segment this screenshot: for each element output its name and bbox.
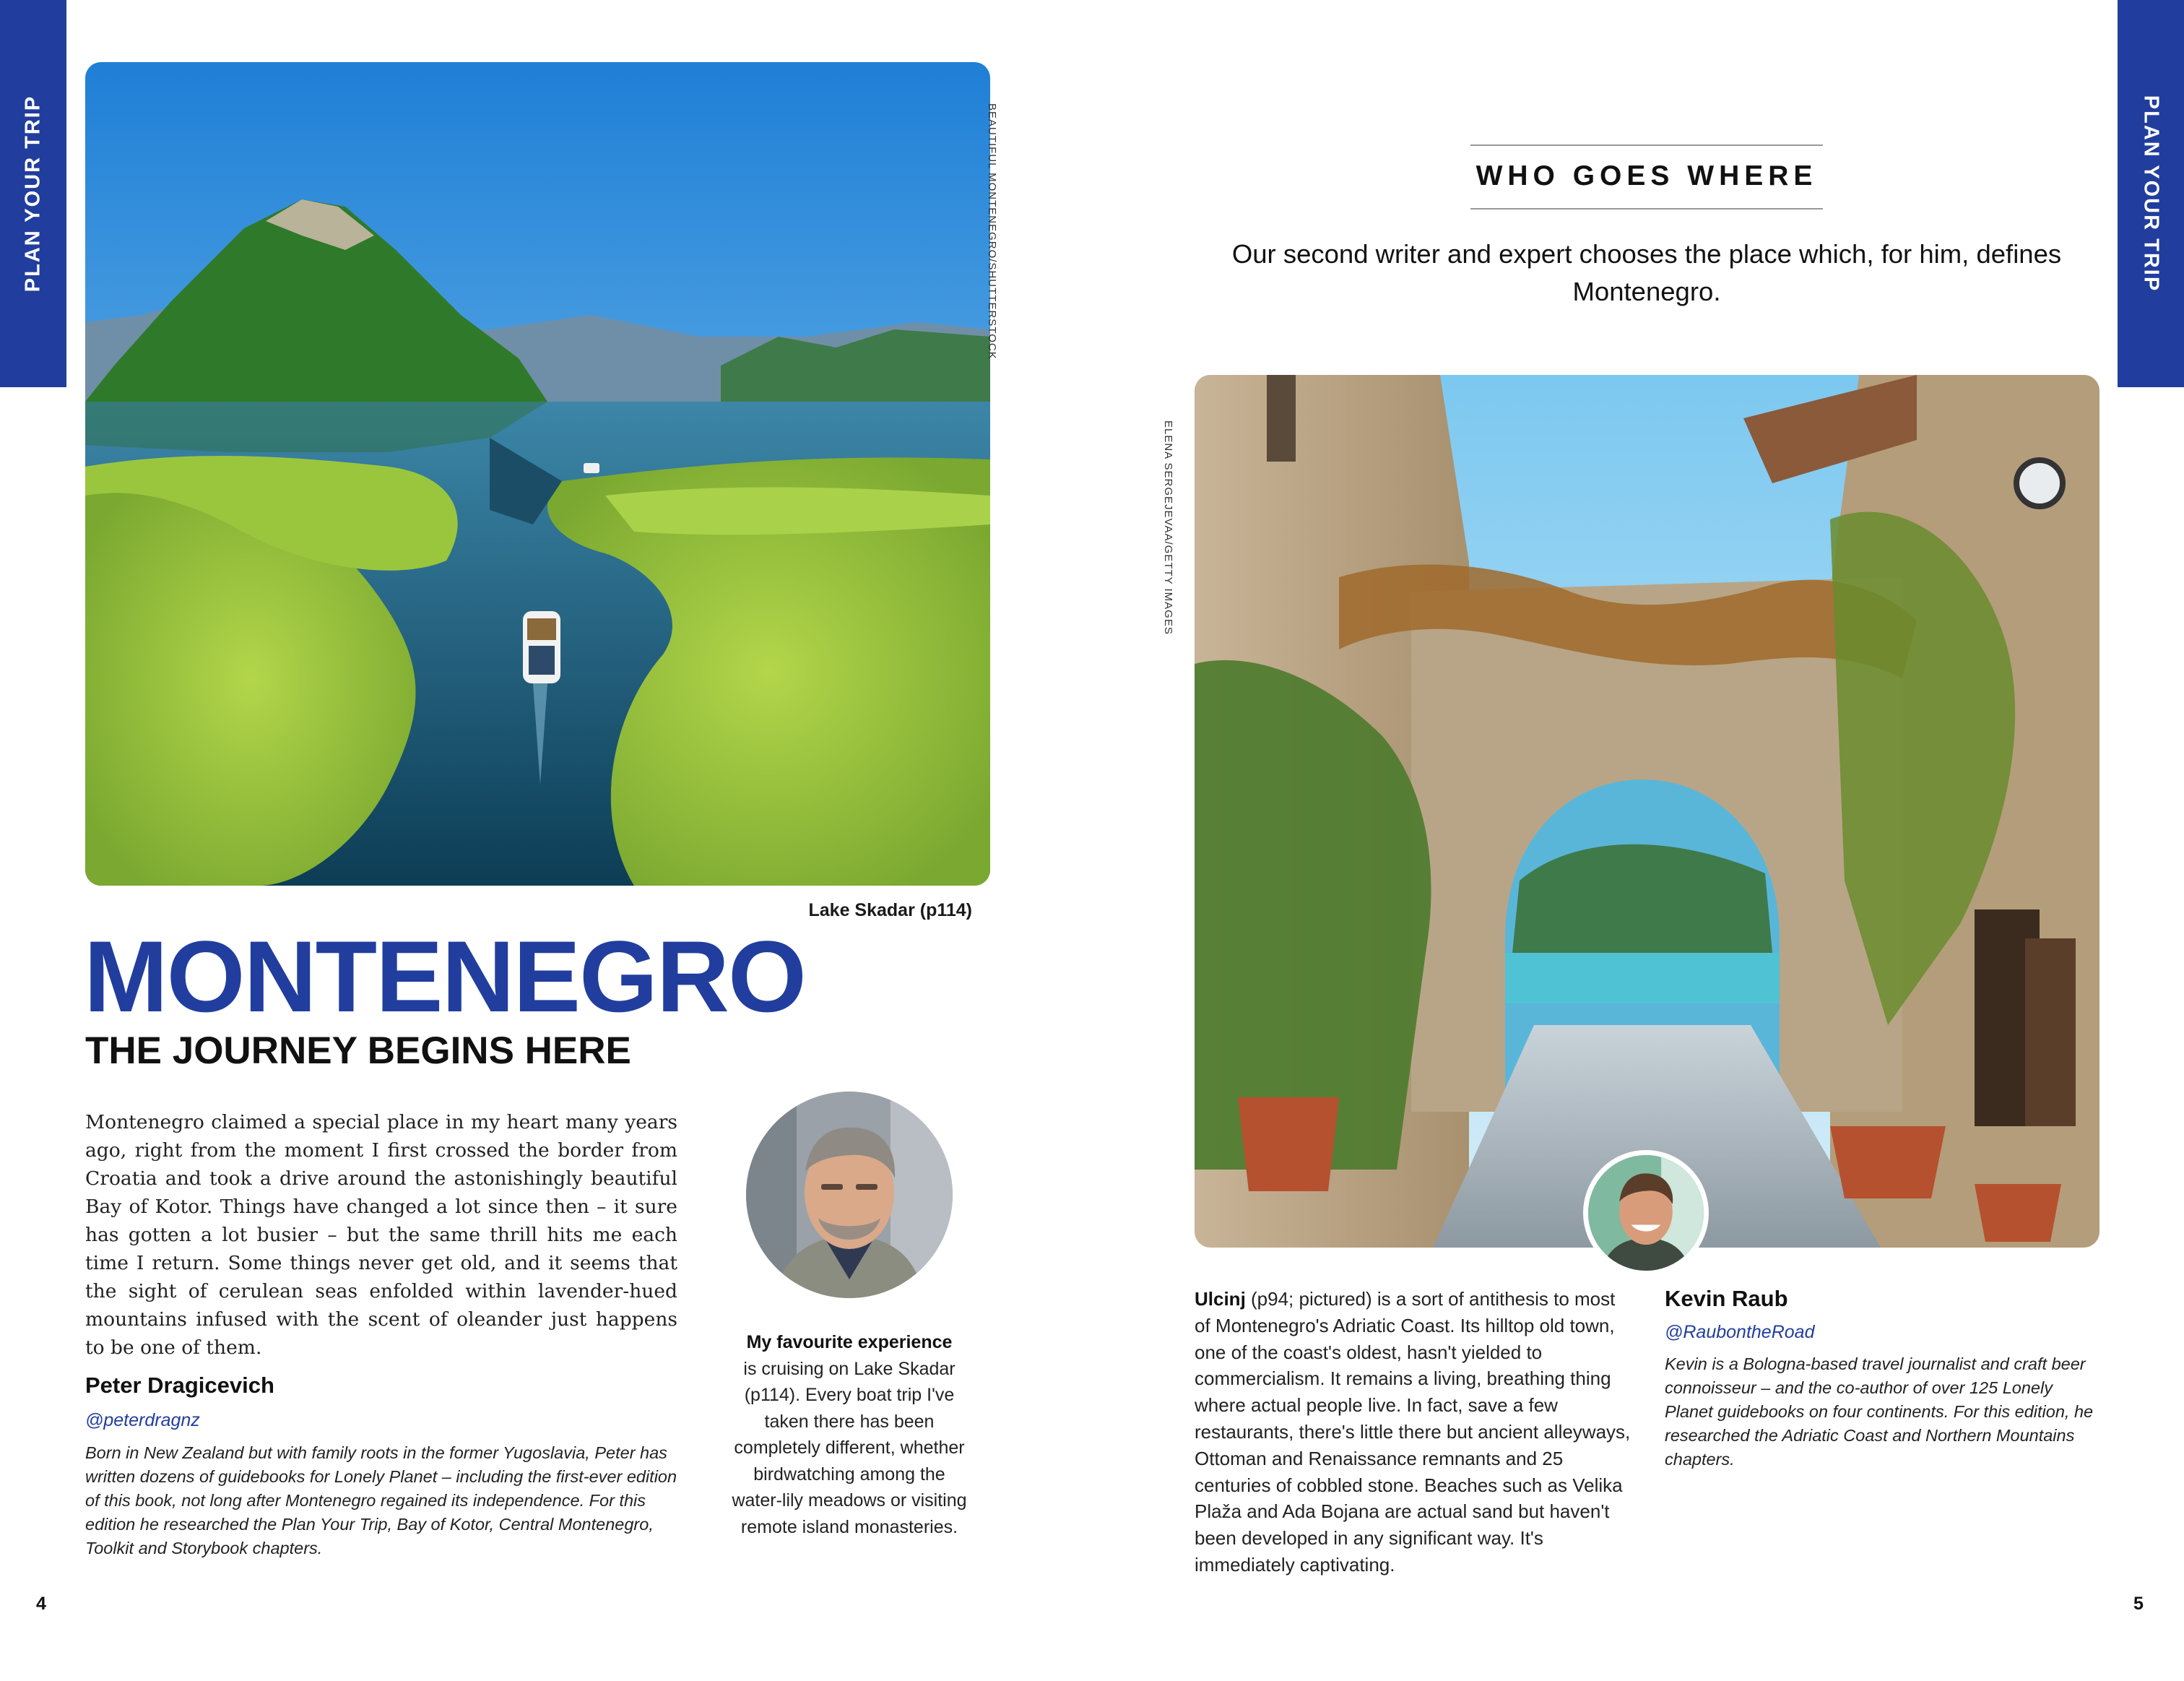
side-tab-left: [0, 0, 66, 387]
peter-avatar: [746, 1092, 953, 1298]
author-name: Peter Dragicevich: [85, 1373, 274, 1398]
ulcinj-description: [1195, 1286, 1635, 1578]
kevin-author-handle-link[interactable]: @RaubontheRoad: [1665, 1322, 1815, 1342]
page-number-left: 4: [36, 1594, 46, 1614]
section-rule-top: [1470, 144, 1823, 146]
place-text: is a sort of antithesis to most of Montenegro's Adriatic Coast. Its hilltop old town, one of the coast's oldest, hasn't yielded to commercialism. It remains a living, breathing thing where actual people live. In fact, save a few restaurants, there's little there but ancient alleyways, Ottoman and Renaissance remnants and 25 centuries of cobbled stone. Beaches such as Velika Plaža and Ada Bojana are actual sand but haven't been developed in any significant way. It's immediately captivating.: [1195, 1288, 1631, 1576]
section-intro: Our second writer and expert chooses the place which, for him, defines Montenegro.: [1231, 239, 2062, 306]
intro-text: Montenegro claimed a special place in my heart many years ago, right from the moment I first crossed the border from Croatia and took a drive around the astonishingly beautiful Bay of Kotor. Things have changed a lot since then – it sure has gotten a lot busier – but the same thrill hits me each time I return. Some things never get old, and it seems that the sight of cerulean seas enfolded within lavender-hued mountains infused with the scent of oleander just happens to be one of them.: [85, 1111, 677, 1359]
side-tab-right: [2118, 0, 2184, 387]
ulcinj-photo-credit: ELENA SERGEJEVAA/GETTY IMAGES: [1162, 420, 1174, 635]
place-name: Ulcinj: [1195, 1288, 1246, 1310]
page-number-right: 5: [2133, 1594, 2144, 1614]
place-ref: (p94; pictured): [1245, 1288, 1372, 1310]
side-tab-right-label: PLAN YOUR TRIP: [2139, 95, 2163, 293]
favourite-text: is cruising on Lake Skadar (p114). Every boat trip I've taken there has been completely different, whether birdwatching among the water-lily meadows or visiting remote island monasteries.: [732, 1358, 967, 1537]
kevin-author-name: Kevin Raub: [1665, 1286, 1788, 1311]
favourite-label: My favourite experience: [746, 1332, 953, 1352]
lake-photo-credit: BEAUTIFUL MONTENEGRO/SHUTTERSTOCK: [986, 103, 998, 360]
side-tab-left-label: PLAN YOUR TRIP: [21, 95, 45, 293]
author-bio: Born in New Zealand but with family roots in the former Yugoslavia, Peter has written dozens of guidebooks for Lonely Planet – including the first-ever edition of this book, not long after Montenegro regained its independence. For this edition he researched the Plan Your Trip, Bay of Kotor, Central Montenegro, Toolkit and Storybook chapters.: [85, 1443, 677, 1557]
page-title: MONTENEGRO: [84, 920, 805, 1033]
section-rule-bottom: [1470, 208, 1823, 209]
ulcinj-photo: [1195, 375, 2100, 1248]
section-title: WHO GOES WHERE: [1476, 160, 1818, 191]
author-handle-link[interactable]: @peterdragnz: [85, 1410, 200, 1430]
kevin-author-bio: Kevin is a Bologna-based travel journalist and craft beer connoisseur – and the co-author of over 125 Lonely Planet guidebooks on four continents. For this edition, he researched the Adriatic Coast and Northern Mountains chapters.: [1665, 1354, 2094, 1469]
lake-skadar-photo: [85, 62, 990, 886]
favourite-experience: [728, 1329, 971, 1540]
kevin-avatar: [1583, 1150, 1709, 1276]
lake-photo-caption: Lake Skadar (p114): [808, 900, 972, 920]
page-subtitle: THE JOURNEY BEGINS HERE: [85, 1029, 631, 1072]
